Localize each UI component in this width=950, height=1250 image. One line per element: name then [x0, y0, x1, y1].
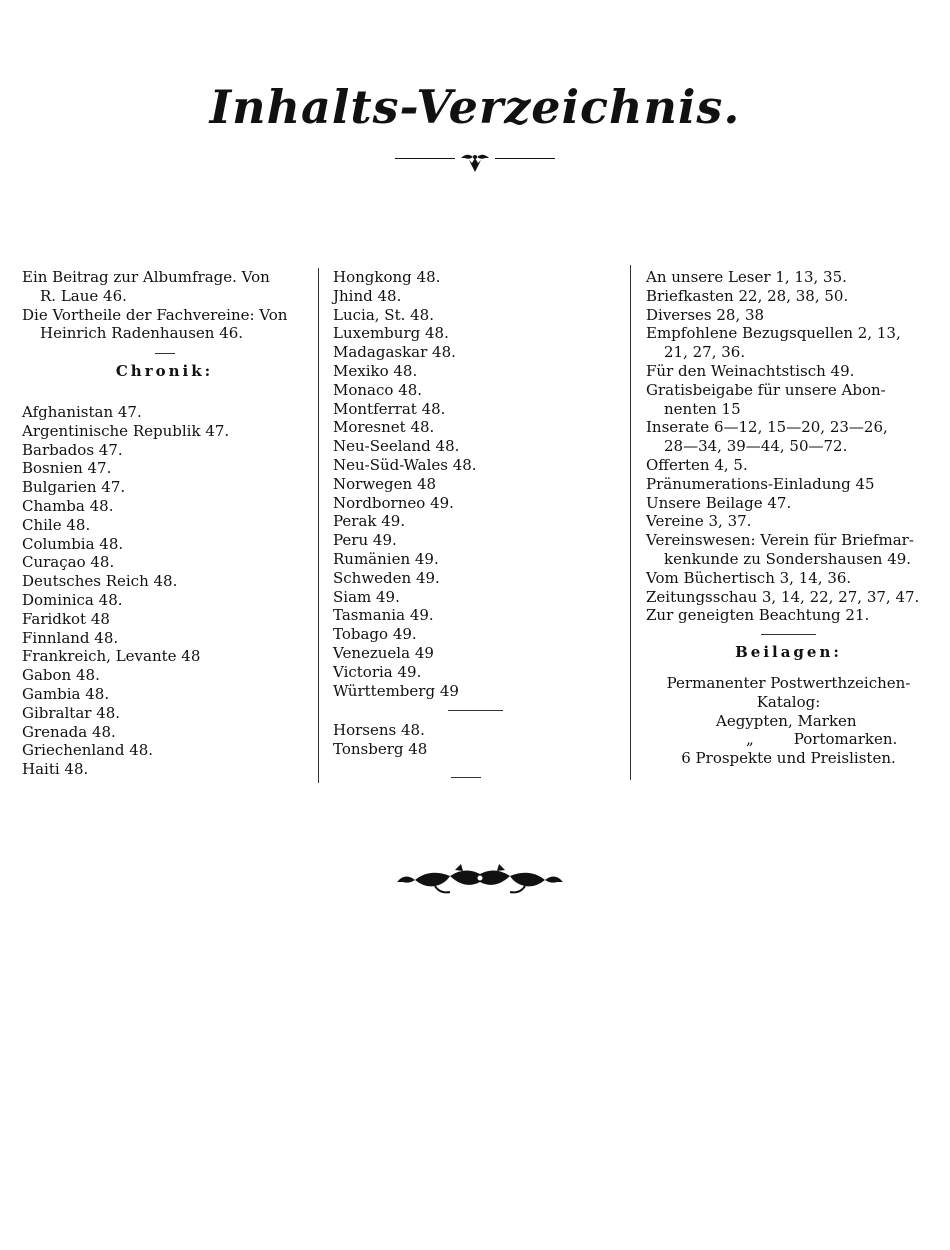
title-divider [395, 158, 555, 160]
index-entry: Grenada 48. [22, 722, 116, 741]
index-entry: 28—34, 39—44, 50—72. [664, 437, 848, 456]
index-entry: Chile 48. [22, 515, 91, 534]
index-entry: Gratisbeigabe für unsere Abon- [646, 380, 886, 399]
index-entry: Deutsches Reich 48. [22, 572, 178, 591]
index-entry: kenkunde zu Sondershausen 49. [664, 549, 912, 568]
short-divider [451, 777, 481, 778]
index-entry: Norwegen 48 [333, 474, 437, 493]
index-entry: Griechenland 48. [22, 741, 154, 760]
index-entry: Tobago 49. [333, 625, 417, 644]
index-entry: 21, 27, 36. [664, 343, 746, 362]
index-entry: Chamba 48. [22, 496, 114, 515]
index-entry: Barbados 47. [22, 440, 123, 459]
index-entry: Für den Weinachtstisch 49. [646, 361, 855, 380]
index-entry: Hongkong 48. [333, 268, 441, 286]
index-entry: Rumänien 49. [333, 549, 439, 568]
index-entry: Neu-Süd-Wales 48. [333, 455, 477, 474]
index-entry: Victoria 49. [333, 662, 422, 681]
beilagen-line: Permanenter Postwerthzeichen- [666, 673, 911, 692]
index-entry: Luxemburg 48. [333, 324, 449, 343]
index-entry: Die Vortheile der Fachvereine: Von [22, 305, 288, 324]
index-entry: Gambia 48. [22, 684, 110, 703]
index-entry: Gabon 48. [22, 666, 100, 685]
section-heading-chronik: Chronik: [115, 362, 214, 381]
index-entry: Perak 49. [333, 512, 406, 531]
index-entry: Zeitungsschau 3, 14, 22, 27, 37, 47. [646, 587, 920, 606]
beilagen-line [646, 730, 931, 749]
index-entry: Vom Büchertisch 3, 14, 36. [646, 568, 852, 587]
index-entry: Unsere Beilage 47. [646, 493, 792, 512]
index-column-1 [22, 268, 307, 779]
beilagen-text: Portomarken. [793, 730, 898, 749]
short-divider [155, 353, 175, 354]
beilagen-line: Aegypten, Marken [716, 711, 857, 730]
short-divider [448, 710, 503, 711]
beilagen-line: 6 Prospekte und Preislisten. [681, 749, 896, 768]
index-entry: R. Laue 46. [40, 286, 127, 305]
index-entry: Frankreich, Levante 48 [22, 647, 201, 666]
index-column-2 [333, 268, 613, 778]
index-entry: Empfohlene Bezugsquellen 2, 13, [646, 324, 901, 343]
index-entry: Siam 49. [333, 587, 400, 606]
index-entry: Montferrat 48. [333, 399, 446, 418]
index-entry: Moresnet 48. [333, 418, 435, 437]
index-entry: Horsens 48. [333, 721, 425, 740]
index-entry: Tasmania 49. [333, 606, 434, 625]
index-entry: Diverses 28, 38 [646, 305, 765, 324]
index-entry: Monaco 48. [333, 380, 423, 399]
index-entry: Pränumerations-Einladung 45 [646, 474, 875, 493]
column-divider-2 [630, 265, 631, 780]
index-entry: Finnland 48. [22, 628, 119, 647]
index-entry: Tonsberg 48 [333, 740, 428, 759]
index-entry: Briefkasten 22, 28, 38, 50. [646, 286, 849, 305]
index-entry: Afghanistan 47. [22, 402, 142, 421]
index-entry: nenten 15 [664, 399, 741, 418]
section-heading-beilagen: Beilagen: [735, 643, 842, 662]
index-entry: An unsere Leser 1, 13, 35. [646, 268, 847, 286]
index-entry: Bulgarien 47. [22, 478, 126, 497]
index-entry: Nordborneo 49. [333, 493, 454, 512]
column-divider-1 [318, 268, 319, 783]
index-entry: Vereine 3, 37. [646, 512, 752, 531]
ivy-leaf-ornament-icon [459, 152, 491, 174]
index-entry: Gibraltar 48. [22, 703, 121, 722]
ditto-mark: „ [746, 730, 754, 749]
index-entry: Dominica 48. [22, 590, 123, 609]
index-entry: Vereinswesen: Verein für Briefmar- [646, 531, 914, 550]
index-entry: Peru 49. [333, 531, 397, 550]
index-column-3 [646, 268, 931, 768]
index-entry: Schweden 49. [333, 568, 440, 587]
index-entry: Venezuela 49 [333, 643, 434, 662]
index-entry: Jhind 48. [333, 286, 402, 305]
index-entry: Inserate 6—12, 15—20, 23—26, [646, 418, 888, 437]
index-entry: Neu-Seeland 48. [333, 437, 460, 456]
index-entry: Zur geneigten Beachtung 21. [646, 606, 870, 625]
index-entry: Offerten 4, 5. [646, 455, 748, 474]
beilagen-line: Katalog: [756, 692, 821, 711]
short-divider [761, 634, 816, 635]
index-entry: Mexiko 48. [333, 361, 418, 380]
index-entry: Columbia 48. [22, 534, 124, 553]
index-entry: Curaçao 48. [22, 553, 115, 572]
index-entry: Haiti 48. [22, 760, 89, 779]
index-entry: Madagaskar 48. [333, 343, 456, 362]
page-title: Inhalts-Verzeichnis. [209, 80, 741, 134]
index-entry: Bosnien 47. [22, 459, 112, 478]
index-entry: Lucia, St. 48. [333, 305, 434, 324]
index-entry: Ein Beitrag zur Albumfrage. Von [22, 268, 270, 286]
index-entry: Heinrich Radenhausen 46. [40, 324, 244, 343]
index-entry: Faridkot 48 [22, 609, 110, 628]
index-entry: Argentinische Republik 47. [22, 421, 230, 440]
index-entry: Württemberg 49 [333, 681, 459, 700]
dragon-ornament-icon [395, 862, 565, 896]
